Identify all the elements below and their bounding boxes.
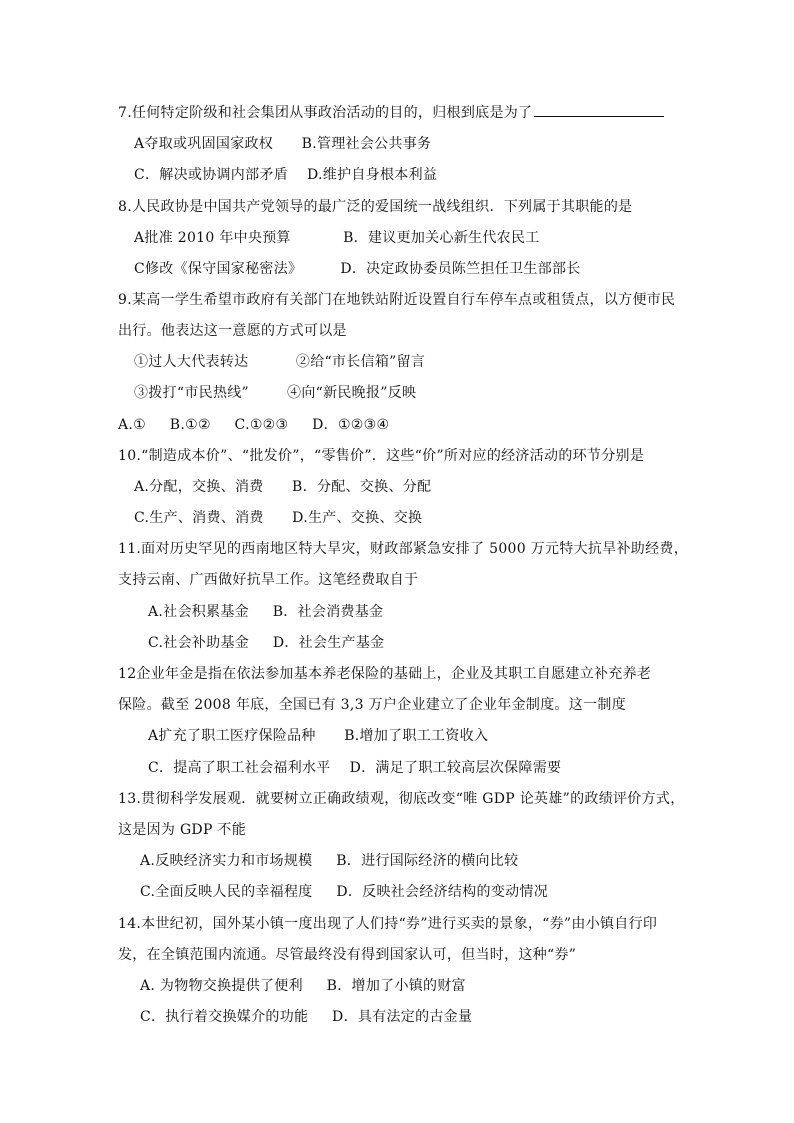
question-11-options-row-1: A.社会积累基金 B．社会消费基金 [148,604,384,620]
question-10-stem: 10.“制造成本价”、“批发价”，“零售价”．这些“价”所对应的经济活动的环节分别是 [118,448,645,464]
question-11-stem-line-2: 支持云南、广西做好抗旱工作。这笔经费取自于 [118,572,419,588]
question-10-options-row-1: A.分配，交换、消费 B．分配、交换、分配 [134,479,432,495]
question-12-stem-line-1: 12企业年金是指在依法参加基本养老保险的基础上，企业及其职工自愿建立补充养老 [118,666,652,682]
question-8-options-row-2: C修改《保守国家秘密法》 D．决定政协委员陈竺担任卫生部部长 [134,261,581,277]
question-9-options-row-3: A.① B.①② C.①②③ D．①②③④ [118,417,390,433]
question-12-options-row-1: A扩充了职工医疗保险品种 B.增加了职工工资收入 [148,728,489,744]
question-11-options-row-2: C.社会补助基金 D．社会生产基金 [148,635,385,651]
question-7-stem [118,104,664,122]
question-9-stem-line-2: 出行。他表达这一意愿的方式可以是 [118,323,347,339]
question-14-stem-line-2: 发，在全镇范围内流通。尽管最终没有得到国家认可，但当时，这种“券” [118,947,577,963]
answer-blank [534,104,664,117]
question-8-stem: 8.人民政协是中国共产党领导的最广泛的爱国统一战线组织．下列属于其职能的是 [118,199,633,215]
question-7-options-row-2: C．解决或协调内部矛盾 D.维护自身根本利益 [134,167,438,183]
question-13-options-row-1: A.反映经济实力和市场规模 B．进行国际经济的横向比较 [140,853,519,869]
question-14-options-row-1: A. 为物物交换提供了便利 B．增加了小镇的财富 [140,978,466,994]
question-9-options-row-1: ①过人大代表转达 ②给“市长信箱”留言 [134,354,426,370]
question-13-stem-line-2: 这是因为 GDP 不能 [118,822,247,838]
question-12-stem-line-2: 保险。截至 2008 年底，全国已有 3,3 万户企业建立了企业年金制度。这一制度 [118,697,626,713]
question-12-options-row-2: C．提高了职工社会福利水平 D．满足了职工较高层次保障需要 [148,760,562,776]
question-14-options-row-2: C．执行着交换媒介的功能 D．具有法定的古金量 [140,1009,473,1025]
question-11-stem-line-1: 11.面对历史罕见的西南地区特大旱灾，财政部紧急安排了 5000 万元特大抗旱补助经费， [118,541,688,557]
question-7-stem-text: 7.任何特定阶级和社会集团从事政治活动的目的，归根到底是为了 [118,105,533,121]
question-13-stem-line-1: 13.贯彻科学发展观．就要树立正确政绩观，彻底改变“唯 GDP 论英雄”的政绩评价方式， [118,791,685,807]
question-10-options-row-2: C.生产、消费、消费 D.生产、交换、交换 [134,510,423,526]
question-9-options-row-2: ③拨打“市民热线” ④向“新民晚报”反映 [134,385,417,401]
question-9-stem-line-1: 9.某高一学生希望市政府有关部门在地铁站附近设置自行车停车点或租赁点，以方便市民 [118,292,676,308]
question-13-options-row-2: C.全面反映人民的幸福程度 D．反映社会经济结构的变动情况 [140,884,549,900]
question-7-options-row-1: A夺取或巩固国家政权 B.管理社会公共事务 [134,136,432,152]
question-14-stem-line-1: 14.本世纪初，国外某小镇一度出现了人们持“券”进行买卖的景象，“券”由小镇自行印 [118,916,658,932]
question-8-options-row-1: A批准 2010 年中央预算 B．建议更加关心新生代农民工 [134,230,540,246]
